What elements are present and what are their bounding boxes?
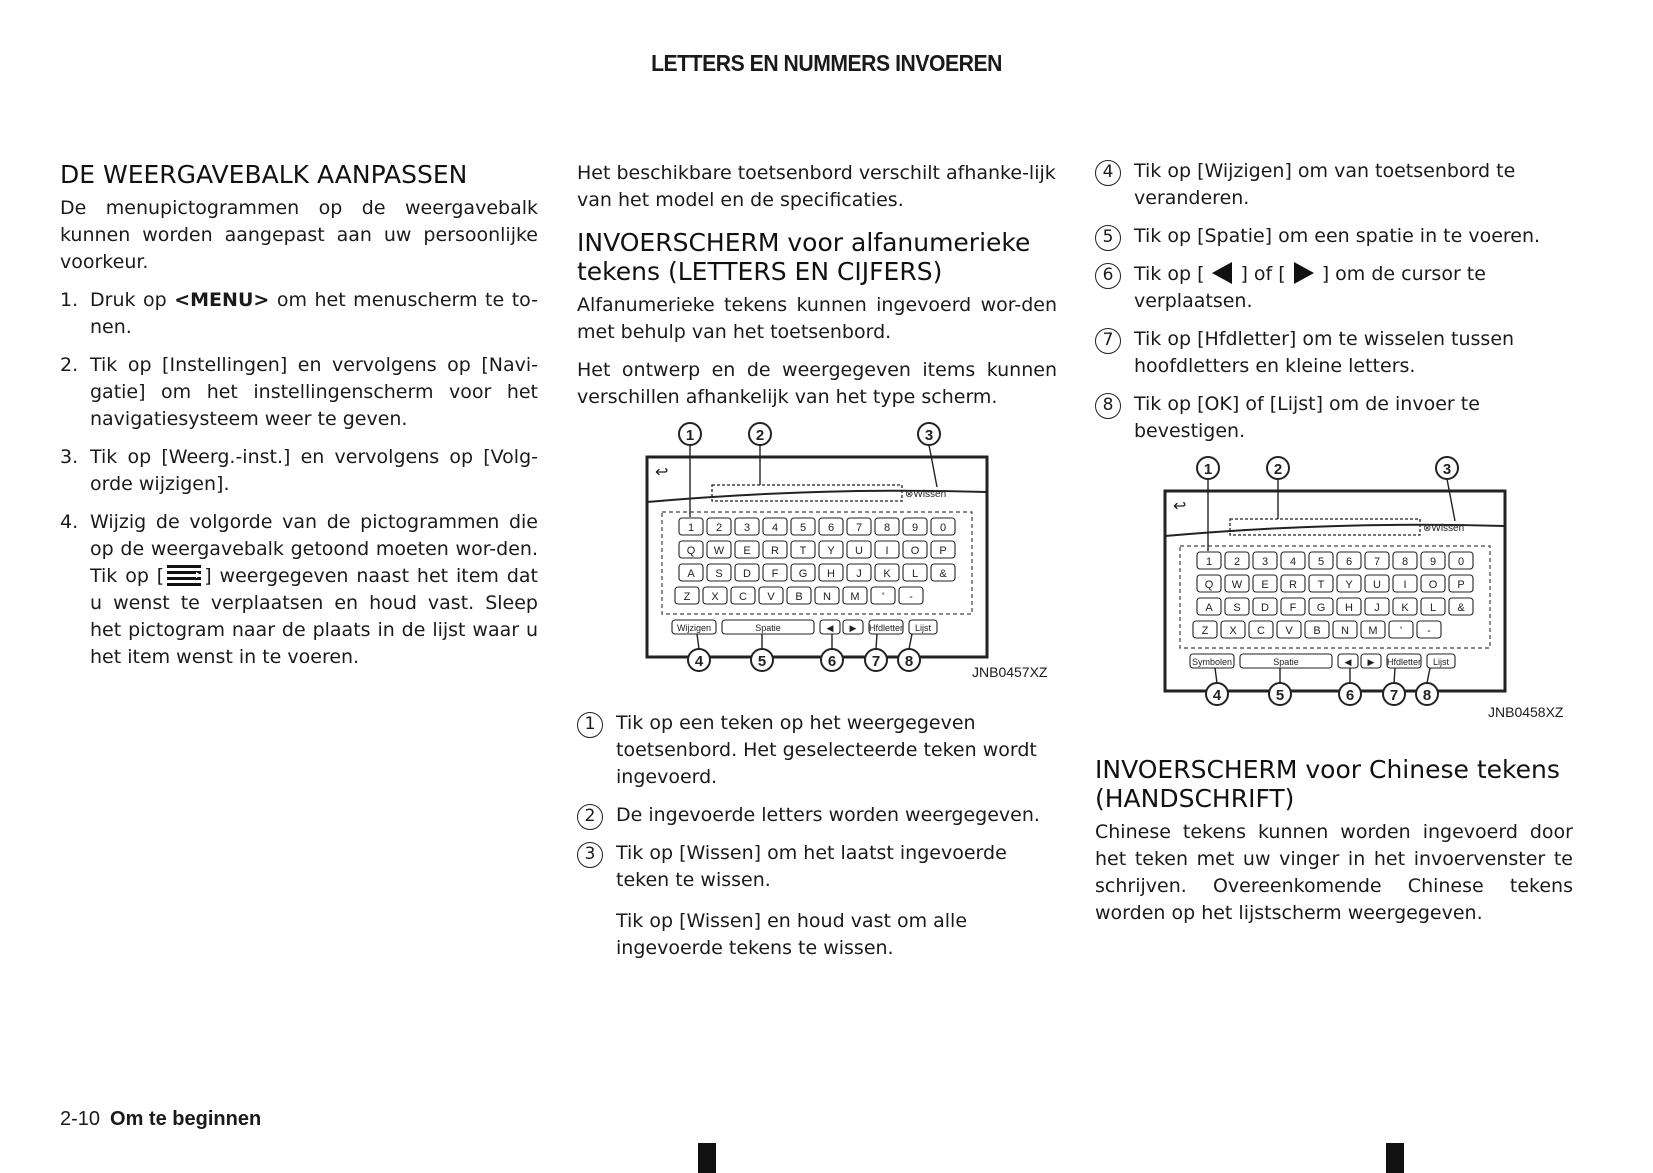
keyboard-figure-symbols	[1095, 456, 1573, 741]
callout-text: Tik op een teken op het weergegeven toetsenbord. Het geselecteerde teken wordt ingevoerd.	[616, 712, 1037, 788]
section-name: Om te beginnen	[110, 1108, 262, 1130]
step-text-pre: Wijzig de volgorde van de pictogrammen die op de weergavebalk getoond moeten wor-den. Tik op [	[90, 511, 538, 587]
callout-item	[1095, 326, 1573, 380]
callout-leader	[876, 634, 877, 649]
menu-key: <MENU>	[174, 289, 270, 311]
key-label: &	[1457, 602, 1465, 614]
key-label: P	[939, 545, 947, 557]
function-key-label: Lijst	[1432, 657, 1450, 667]
key-label: Z	[1201, 625, 1209, 637]
key-label: 5	[1317, 556, 1325, 568]
key-label: E	[743, 545, 751, 557]
keyboard-diagram	[577, 422, 1057, 692]
callout-text-mid: ] of [	[1240, 263, 1286, 285]
key-label: X	[1229, 625, 1237, 637]
step-item	[60, 509, 538, 671]
function-key-label: Wijzigen	[676, 623, 712, 633]
key-label: D	[743, 568, 751, 580]
callout-leader	[909, 634, 912, 649]
step-text: Tik op [Instellingen] en vervolgens op [Navi-gatie] om het instellingenscherm voor het navigatiesysteem weer te geven.	[90, 354, 538, 430]
key-label: M	[850, 591, 860, 603]
key-label: P	[1457, 579, 1465, 591]
key-label: D	[1261, 602, 1269, 614]
cursor-left-icon	[1212, 262, 1232, 284]
callout-number: 6	[1345, 687, 1355, 704]
key-label: A	[687, 568, 695, 580]
callout-number: 5	[1275, 687, 1285, 704]
key-label: 1	[687, 522, 695, 534]
callout-number: 7	[871, 653, 881, 670]
function-key-label: Hfdletter	[1386, 657, 1422, 667]
key-label: 6	[1345, 556, 1353, 568]
key-label: '	[1399, 625, 1403, 637]
section-heading: DE WEERGAVEBALK AANPASSEN	[60, 160, 468, 189]
key-label: L	[911, 568, 919, 580]
key-label: 1	[1205, 556, 1213, 568]
callout-text-post: ] om de cursor te verplaatsen.	[1134, 263, 1486, 312]
callout-number: 1	[577, 712, 603, 738]
key-label: 4	[1289, 556, 1297, 568]
intro-paragraph: Het beschikbare toetsenbord verschilt afhanke-lijk van het model en de specificaties.	[577, 162, 1056, 211]
key-label: M	[1368, 625, 1378, 637]
keyboard-figure-alphanumeric	[577, 422, 1057, 702]
key-label: 0	[939, 522, 947, 534]
paragraph: Alfanumerieke tekens kunnen ingevoerd wor-den met behulp van het toetsenbord.	[577, 294, 1057, 343]
back-icon: ↩	[655, 464, 669, 481]
callout-number: 7	[1389, 687, 1399, 704]
callout-number: 1	[685, 427, 695, 444]
key-label: R	[1289, 579, 1297, 591]
key-label: 7	[855, 522, 863, 534]
callout-number: 3	[1442, 461, 1452, 478]
function-key-label: Lijst	[914, 623, 932, 633]
callout-number: 2	[577, 804, 603, 830]
callout-number: 6	[827, 653, 837, 670]
function-key-label: ▶	[849, 623, 857, 633]
key-label: C	[739, 591, 747, 603]
thumb-mark	[698, 1143, 716, 1173]
key-label: 8	[883, 522, 891, 534]
key-label: Y	[827, 545, 835, 557]
step-text-post: om het menuscherm te to-nen.	[90, 289, 538, 338]
figure-code: JNB0458XZ	[1488, 704, 1564, 720]
key-label: 8	[1401, 556, 1409, 568]
column-left	[60, 160, 538, 682]
back-icon: ↩	[1173, 498, 1187, 515]
callout-item	[1095, 158, 1573, 212]
key-label: X	[711, 591, 719, 603]
step-item	[60, 444, 538, 498]
callout-leader	[1447, 479, 1455, 521]
function-key-label: Spatie	[755, 623, 781, 633]
page-number: 2-10	[60, 1108, 101, 1130]
callout-leader	[1394, 668, 1395, 683]
key-label: A	[1205, 602, 1213, 614]
callout-text: Tik op [Spatie] om een spatie in te voeren.	[1134, 225, 1541, 247]
key-label: 7	[1373, 556, 1381, 568]
steps-list	[60, 287, 538, 671]
key-label: Z	[683, 591, 691, 603]
key-label: E	[1261, 579, 1269, 591]
step-number: 3.	[60, 446, 79, 468]
clear-key: ⊗Wissen	[905, 489, 947, 500]
callout-number: 4	[1095, 160, 1121, 186]
step-text: Tik op [Weerg.-inst.] en vervolgens op [Volg-orde wijzigen].	[90, 446, 538, 495]
key-label: V	[1285, 625, 1293, 637]
key-label: J	[856, 568, 862, 580]
callout-number: 8	[904, 653, 914, 670]
key-label: S	[715, 568, 723, 580]
key-label: I	[885, 545, 889, 557]
key-label: W	[713, 545, 725, 557]
key-label: G	[1316, 602, 1326, 614]
callout-item	[577, 802, 1057, 829]
paragraph: Chinese tekens kunnen worden ingevoerd door het teken met uw vinger in het invoervenster te schrijven. Overeenkomende Chinese tekens worden op het lijstscherm weergegeven.	[1095, 821, 1573, 924]
function-key-label: ▶	[1367, 657, 1375, 667]
step-number: 2.	[60, 354, 79, 376]
column-middle	[577, 160, 1057, 962]
callout-number: 1	[1203, 461, 1213, 478]
key-label: 2	[715, 522, 723, 534]
key-label: 3	[743, 522, 751, 534]
key-label: H	[1345, 602, 1353, 614]
key-label: -	[909, 591, 913, 603]
step-number: 4.	[60, 511, 79, 533]
callout-number: 5	[1095, 225, 1121, 251]
key-label: C	[1257, 625, 1265, 637]
page-footer	[60, 1108, 261, 1131]
key-label: J	[1374, 602, 1380, 614]
key-label: '	[881, 591, 885, 603]
key-label: N	[823, 591, 831, 603]
thumb-mark	[1386, 1143, 1404, 1173]
key-label: O	[1428, 579, 1438, 591]
callout-text: Tik op [Wissen] om het laatst ingevoerde teken te wissen.	[616, 842, 1007, 891]
callout-number: 8	[1422, 687, 1432, 704]
callout-item	[577, 710, 1057, 791]
callout-text: Tik op [Hfdletter] om te wisselen tussen hoofdletters en kleine letters.	[1134, 328, 1515, 377]
callout-text: Tik op [OK] of [Lijst] om de invoer te bevestigen.	[1134, 393, 1480, 442]
key-label: 3	[1261, 556, 1269, 568]
key-label: 6	[827, 522, 835, 534]
key-label: F	[1289, 602, 1297, 614]
section-heading: INVOERSCHERM voor Chinese tekens (HANDSCHRIFT)	[1095, 755, 1560, 813]
function-key-label: Symbolen	[1191, 657, 1233, 667]
callout-leader	[697, 634, 699, 649]
callout-leader	[1427, 668, 1430, 683]
step-number: 1.	[60, 289, 79, 311]
intro-paragraph: De menupictogrammen op de weergavebalk kunnen worden aangepast aan uw persoonlijke voorkeur.	[60, 197, 538, 273]
key-label: L	[1429, 602, 1437, 614]
step-text-pre: Druk op	[90, 289, 175, 311]
key-label: F	[771, 568, 779, 580]
step-text-post: ] weergegeven naast het item dat u wenst te verplaatsen en houd vast. Sleep het pictogram naar de plaats in de lijst waar u het item wenst in te voeren.	[90, 565, 539, 668]
cursor-right-icon	[1294, 262, 1314, 284]
key-label: S	[1233, 602, 1241, 614]
callout-item	[1095, 223, 1573, 250]
key-label: T	[1317, 579, 1325, 591]
key-label: N	[1341, 625, 1349, 637]
callout-leader	[929, 445, 937, 487]
callout-text: Tik op [Wijzigen] om van toetsenbord te veranderen.	[1134, 160, 1516, 209]
callout-text-pre: Tik op [	[1134, 263, 1205, 285]
key-label: Q	[1204, 579, 1214, 591]
section-heading: INVOERSCHERM voor alfanumerieke tekens (LETTERS EN CIJFERS)	[577, 228, 1031, 286]
page-title: LETTERS EN NUMMERS INVOEREN	[651, 50, 1002, 76]
callout-number: 8	[1095, 393, 1121, 419]
callout-list	[577, 710, 1057, 894]
callout-number: 2	[1273, 461, 1283, 478]
callout-number: 5	[757, 653, 767, 670]
keyboard-diagram	[1095, 456, 1575, 726]
callout-item	[1095, 261, 1573, 315]
key-label: 9	[911, 522, 919, 534]
key-label: Q	[686, 545, 696, 557]
key-label: R	[771, 545, 779, 557]
paragraph: Het ontwerp en de weergegeven items kunnen verschillen afhankelijk van het type scherm.	[577, 359, 1057, 408]
callout-leader	[1215, 668, 1217, 683]
key-label: 5	[799, 522, 807, 534]
column-right	[1095, 158, 1573, 938]
callout-item	[1095, 391, 1573, 445]
note-paragraph: Tik op [Wissen] en houd vast om alle ingevoerde tekens te wissen.	[616, 910, 968, 959]
callout-number: 3	[924, 427, 934, 444]
key-label: Y	[1345, 579, 1353, 591]
key-label: U	[855, 545, 863, 557]
key-label: V	[767, 591, 775, 603]
callout-number: 3	[577, 842, 603, 868]
callout-item	[577, 840, 1057, 894]
key-label: -	[1427, 625, 1431, 637]
key-label: U	[1373, 579, 1381, 591]
function-key-label: ◀	[1344, 657, 1352, 667]
callout-number: 7	[1095, 328, 1121, 354]
key-label: T	[799, 545, 807, 557]
figure-code: JNB0457XZ	[972, 664, 1048, 680]
function-key-label: ◀	[826, 623, 834, 633]
function-key-label: Spatie	[1273, 657, 1299, 667]
key-label: B	[795, 591, 803, 603]
key-label: K	[883, 568, 891, 580]
callout-number: 2	[755, 427, 765, 444]
callout-number: 4	[1212, 687, 1222, 704]
key-label: W	[1231, 579, 1243, 591]
key-label: K	[1401, 602, 1409, 614]
function-key-label: Hfdletter	[868, 623, 904, 633]
drag-handle-icon	[164, 563, 204, 587]
key-label: 9	[1429, 556, 1437, 568]
key-label: 2	[1233, 556, 1241, 568]
callout-number: 6	[1095, 263, 1121, 289]
key-label: H	[827, 568, 835, 580]
callout-number: 4	[694, 653, 704, 670]
key-label: &	[939, 568, 947, 580]
key-label: I	[1403, 579, 1407, 591]
key-label: 4	[771, 522, 779, 534]
callout-list	[1095, 158, 1573, 445]
step-item	[60, 287, 538, 341]
key-label: G	[798, 568, 808, 580]
key-label: B	[1313, 625, 1321, 637]
clear-key: ⊗Wissen	[1423, 523, 1465, 534]
step-item	[60, 352, 538, 433]
key-label: O	[910, 545, 920, 557]
key-label: 0	[1457, 556, 1465, 568]
callout-text: De ingevoerde letters worden weergegeven.	[616, 804, 1040, 826]
